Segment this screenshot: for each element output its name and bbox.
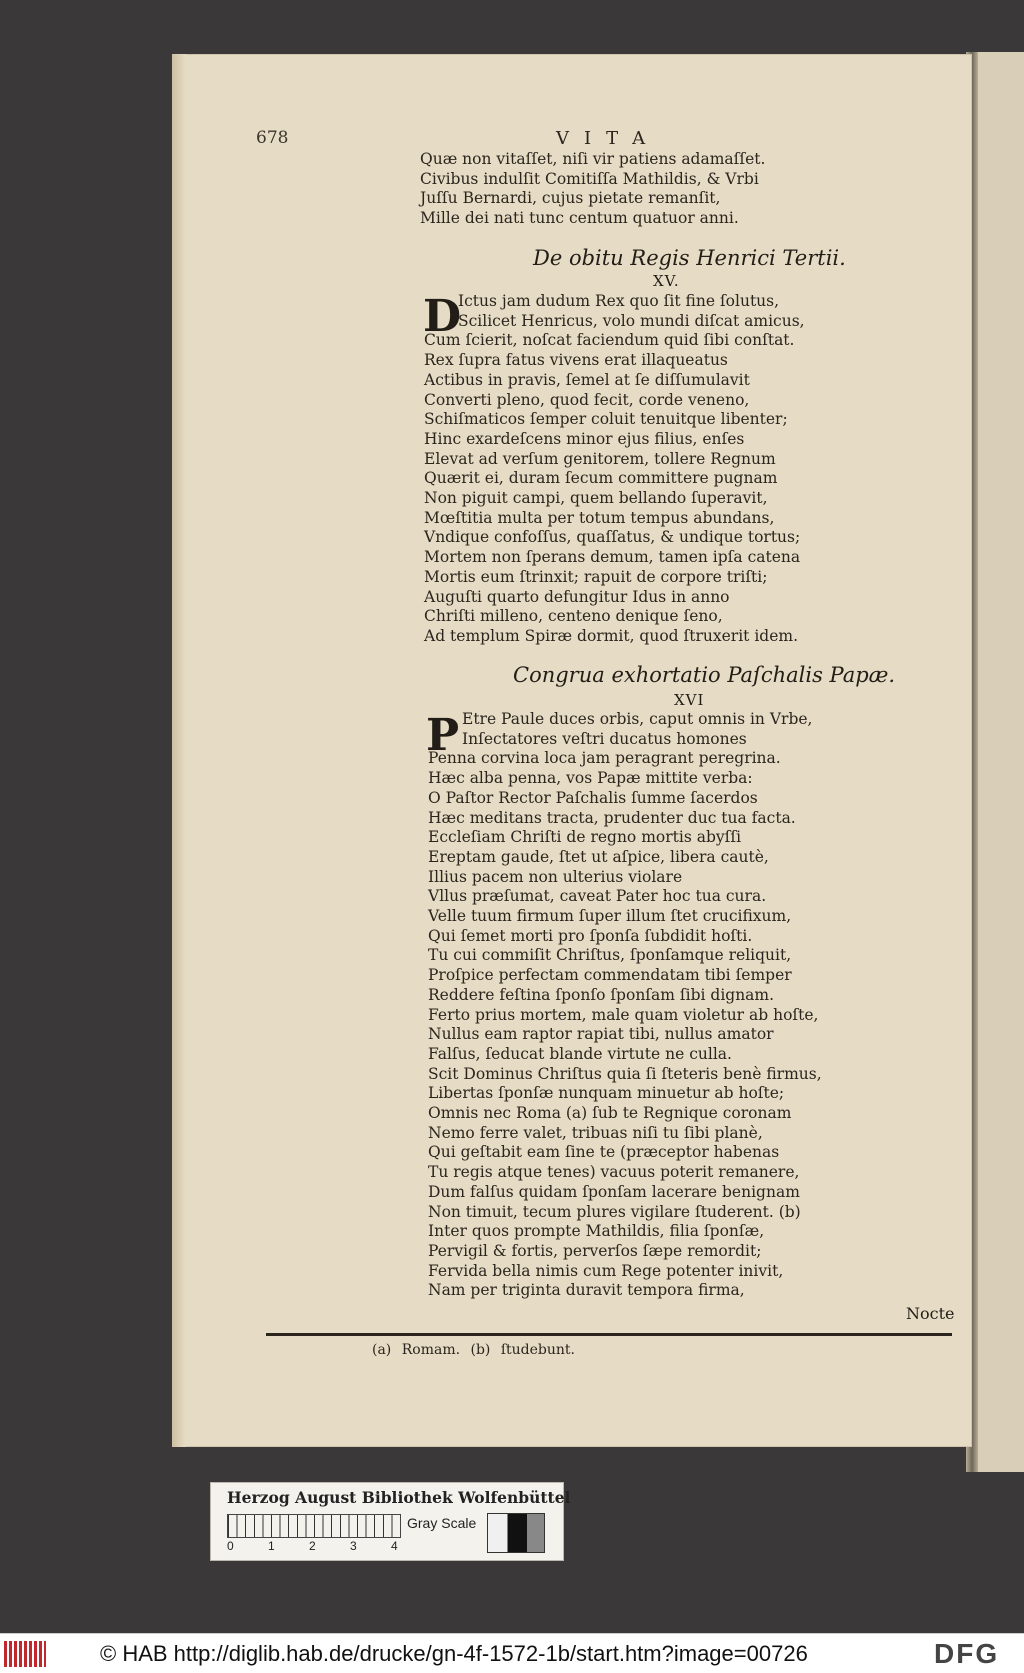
verse-line: Illius pacem non ulterius violare [428, 867, 683, 886]
verse-line: Civibus indulſit Comitiſſa Mathildis, & Vrbi [420, 169, 759, 188]
verse-line: Scit Dominus Chriſtus quia ſi ſteteris benè firmus, [428, 1064, 822, 1083]
verse-line: Ictus jam dudum Rex quo ſit fine ſolutus, [458, 292, 780, 310]
verse-line: Nemo ferre valet, tribuas niſi tu ſibi planè, [428, 1123, 763, 1142]
verse-line: Actibus in pravis, ſemel at ſe diſſumulavit [424, 370, 750, 389]
ruler-number: 1 [268, 1539, 275, 1553]
verse-line: Converti pleno, quod fecit, corde veneno, [424, 390, 750, 409]
verse-line: Mœſtitia multa per totum tempus abundans, [424, 508, 775, 527]
verse-line: Ad templum Spiræ dormit, quod ſtruxerit idem. [424, 626, 798, 645]
scale-ruler [227, 1514, 401, 1538]
verse-line: Pervigil & fortis, perverſos ſæpe remordit; [428, 1241, 762, 1260]
verse-line: Inter quos prompte Mathildis, filia ſponſæ, [428, 1222, 765, 1241]
verse-line: Tu regis atque tenes) vacuus poterit remanere, [428, 1163, 800, 1182]
ruler-number: 3 [350, 1539, 357, 1553]
verse-line: Inſectatores veſtri ducatus homones [462, 729, 747, 748]
verse-line: Tu cui commiſit Chriſtus, ſponſamque reliquit, [428, 946, 792, 965]
verse-line: Falſus, ſeducat blande virtute ne culla. [428, 1044, 732, 1063]
catchword: Nocte [906, 1304, 955, 1323]
facing-page-edge [975, 52, 1024, 1472]
verse-line: Etre Paule duces orbis, caput omnis in Vrbe, [462, 710, 813, 728]
verse-line: Elevat ad verſum genitorem, tollere Regnum [424, 449, 776, 468]
poem-section-xvi [428, 710, 822, 1301]
verse-line: Chriſti milleno, centeno denique ſeno, [424, 607, 723, 626]
library-name: Herzog August Bibliothek Wolfenbüttel [227, 1488, 571, 1507]
verse-line: Velle tuum firmum ſuper illum ſtet crucifixum, [428, 907, 792, 926]
verse-line: Proſpice perfectam commendatam tibi ſemper [428, 966, 792, 985]
verse-line: Nullus eam raptor rapiat tibi, nullus amator [428, 1025, 774, 1044]
verse-line: Fervida bella nimis cum Rege potenter inivit, [428, 1261, 784, 1280]
ruler-number: 4 [391, 1539, 398, 1553]
ruler-number: 0 [227, 1539, 234, 1553]
verse-line: Eccleſiam Chriſti de regno mortis abyſſi [428, 828, 742, 847]
section-numeral-xv: XV. [653, 272, 680, 290]
gray-scale-label: Gray Scale [407, 1515, 477, 1531]
section-heading-xv: De obitu Regis Henrici Tertii. [533, 246, 846, 270]
verse-line: Qui ſemet morti pro ſponſa ſubdidit hoſti. [428, 926, 753, 945]
verse-line: Cum ſcierit, noſcat faciendum quid ſibi conſtat. [424, 331, 795, 350]
verse-line: Ereptam gaude, ſtet ut aſpice, libera cautè, [428, 847, 769, 866]
footer-bar [0, 1633, 1024, 1673]
verse-line: Auguſti quarto defungitur Idus in anno [424, 587, 730, 606]
verse-line: Omnis nec Roma (a) ſub te Regnique coronam [428, 1104, 792, 1123]
section-heading-xvi: Congrua exhortatio Paſchalis Papæ. [513, 663, 896, 687]
verse-line: Qui geſtabit eam ſine te (præceptor habenas [428, 1143, 780, 1162]
drop-cap-p: P [426, 710, 460, 761]
dfg-logo: DFG [934, 1638, 1000, 1669]
verse-line: Juſſu Bernardi, cujus pietate remanſit, [420, 189, 721, 208]
verse-line: O Paſtor Rector Paſchalis ſumme ſacerdos [428, 788, 758, 807]
drop-cap-d: D [423, 291, 462, 342]
verse-line: Libertas ſponſæ nunquam minuetur ab hoſte; [428, 1084, 785, 1103]
gray-scale-swatch [487, 1513, 545, 1553]
library-color-card [210, 1482, 571, 1561]
verse-line: Vndique confoſſus, quaſſatus, & undique tortus; [424, 528, 801, 547]
verse-line: Non timuit, tecum plures vigilare ſtuderent. (b) [428, 1202, 801, 1221]
verse-line: Hæc meditans tracta, prudenter duc tua facta. [428, 808, 796, 827]
verse-line: Hinc exardeſcens minor ejus filius, enſes [424, 429, 745, 448]
verse-line: Quærit ei, duram ſecum committere pugnam [424, 469, 778, 488]
verse-line: Hæc alba penna, vos Papæ mittite verba: [428, 769, 753, 788]
section-numeral-xvi: XVI [674, 691, 705, 709]
source-link[interactable]: © HAB http://diglib.hab.de/drucke/gn-4f-1572-1b/start.htm?image=00726 [100, 1641, 808, 1666]
verse-line: Schiſmaticos ſemper coluit tenuitque libenter; [424, 410, 788, 429]
verse-line: Ferto prius mortem, male quam violetur ab hoſte, [428, 1005, 819, 1024]
hab-logo-icon [4, 1641, 46, 1667]
verse-line: Vllus præſumat, caveat Pater hoc tua cura. [428, 887, 767, 906]
page-number: 678 [256, 128, 289, 148]
opening-stanza [420, 150, 765, 229]
verse-line: Reddere feſtina ſponſo ſponſam ſibi dignam. [428, 985, 775, 1004]
verse-line: Non piguit campi, quem bellando ſuperavit, [424, 489, 768, 508]
verse-line: Mille dei nati tunc centum quatuor anni. [420, 209, 739, 228]
verse-line: Mortem non ſperans demum, tamen ipſa catena [424, 548, 801, 567]
page-edge-shadow [172, 54, 186, 1447]
verse-line: Penna corvina loca jam peragrant peregrina. [428, 749, 781, 768]
footnote-rule [266, 1333, 952, 1336]
poem-section-xv [424, 292, 805, 647]
running-title: VITA [556, 128, 661, 149]
verse-line: Rex ſupra fatus vivens erat illaqueatus [424, 351, 728, 370]
verse-line: Nam per triginta duravit tempora firma, [428, 1281, 745, 1300]
footnotes: (a) Romam. (b) ſtudebunt. [372, 1342, 575, 1358]
verse-line: Scilicet Henricus, volo mundi diſcat amicus, [458, 311, 805, 330]
verse-line: Mortis eum ſtrinxit; rapuit de corpore triſti; [424, 567, 768, 586]
ruler-number: 2 [309, 1539, 316, 1553]
verse-line: Quæ non vitaſſet, niſi vir patiens adamaſſet. [420, 150, 766, 168]
verse-line: Dum falſus quidam ſponſam lacerare benignam [428, 1182, 800, 1201]
